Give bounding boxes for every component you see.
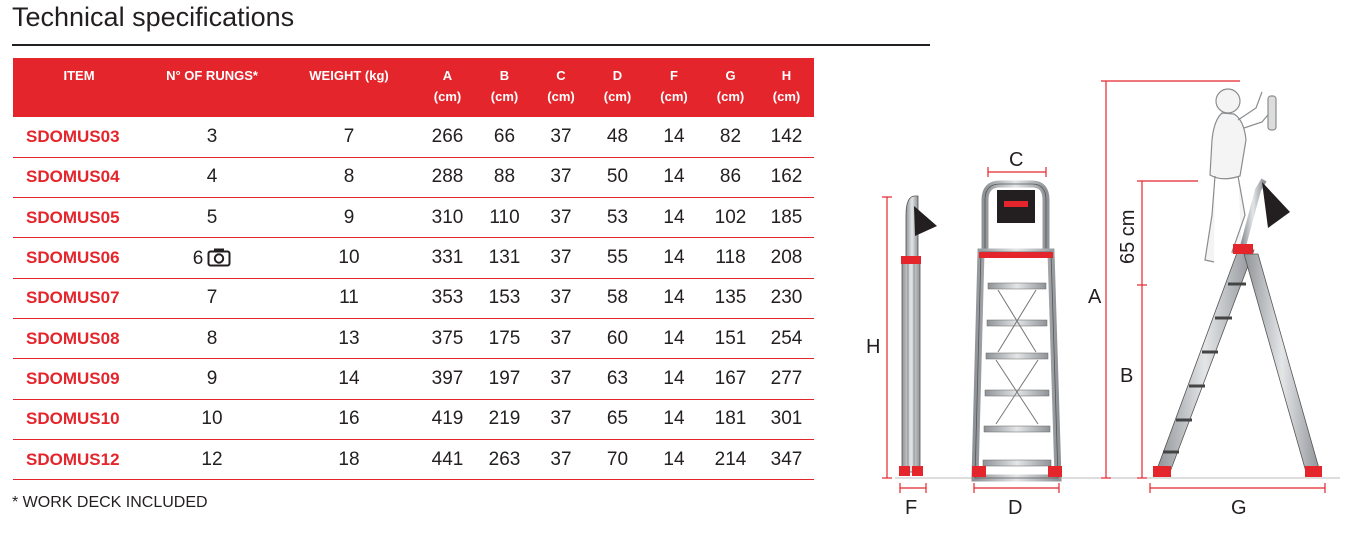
column-header-unit: (cm) bbox=[547, 89, 575, 104]
cell-b-value: 88 bbox=[493, 166, 516, 188]
table-row bbox=[13, 318, 814, 358]
cell-f-value: 14 bbox=[663, 448, 685, 470]
cell-a bbox=[419, 198, 476, 238]
cell-f bbox=[646, 318, 702, 358]
cell-b-value: 131 bbox=[488, 247, 521, 269]
cell-h bbox=[759, 238, 814, 278]
dim-label-h: H bbox=[866, 336, 881, 358]
cell-rungs bbox=[145, 318, 279, 358]
camera-icon[interactable] bbox=[207, 247, 231, 267]
cell-b-value: 66 bbox=[493, 125, 516, 147]
cell-c bbox=[533, 318, 589, 358]
cell-item bbox=[13, 278, 145, 318]
dim-label-d: D bbox=[1008, 497, 1023, 519]
cell-d bbox=[589, 359, 646, 399]
column-header-unit: (cm) bbox=[716, 89, 745, 104]
cell-rungs-value: 10 bbox=[201, 408, 223, 430]
cell-f-value: 14 bbox=[663, 367, 685, 389]
cell-g bbox=[702, 117, 759, 157]
cell-rungs-value: 7 bbox=[206, 287, 218, 309]
cell-item bbox=[13, 318, 145, 358]
cell-f-value: 14 bbox=[663, 408, 685, 430]
column-header bbox=[646, 58, 702, 117]
table-body bbox=[13, 117, 814, 480]
cell-g bbox=[702, 399, 759, 439]
cell-g bbox=[702, 318, 759, 358]
cell-item-value: SDOMUS03 bbox=[26, 126, 120, 146]
cell-h-value: 301 bbox=[770, 408, 803, 430]
cell-g-value: 118 bbox=[715, 247, 746, 269]
table-row bbox=[13, 439, 814, 479]
cell-item bbox=[13, 439, 145, 479]
cell-g bbox=[702, 278, 759, 318]
cell-a bbox=[419, 399, 476, 439]
cell-weight bbox=[279, 278, 419, 318]
cell-a bbox=[419, 238, 476, 278]
column-header-unit: (cm) bbox=[490, 89, 519, 104]
cell-f bbox=[646, 238, 702, 278]
table-header-row bbox=[13, 58, 814, 117]
side-view-closed bbox=[882, 196, 937, 493]
cell-b bbox=[476, 117, 533, 157]
cell-weight-value: 18 bbox=[338, 448, 360, 470]
cell-g bbox=[702, 238, 759, 278]
cell-g-value: 214 bbox=[714, 448, 747, 470]
cell-rungs bbox=[145, 157, 279, 197]
cell-a bbox=[419, 318, 476, 358]
cell-c-value: 37 bbox=[550, 247, 572, 269]
cell-f-value: 14 bbox=[663, 327, 685, 349]
cell-rungs-value: 9 bbox=[206, 367, 218, 389]
cell-c bbox=[533, 157, 589, 197]
cell-a-value: 375 bbox=[431, 327, 464, 349]
cell-item bbox=[13, 157, 145, 197]
dim-label-b: B bbox=[1120, 365, 1134, 387]
cell-d-value: 53 bbox=[606, 206, 629, 228]
column-header bbox=[589, 58, 646, 117]
column-header-unit: (cm) bbox=[433, 89, 462, 104]
footnote: * WORK DECK INCLUDED bbox=[12, 494, 208, 511]
column-header bbox=[476, 58, 533, 117]
spec-table bbox=[13, 58, 814, 480]
cell-b-value: 175 bbox=[488, 327, 521, 349]
column-header-label: ITEM bbox=[63, 68, 95, 83]
dim-label-c: C bbox=[1009, 149, 1024, 171]
ladder-diagram bbox=[850, 60, 1340, 525]
column-header-label: B bbox=[499, 68, 510, 83]
cell-item bbox=[13, 359, 145, 399]
column-header bbox=[759, 58, 814, 117]
cell-a bbox=[419, 278, 476, 318]
cell-g-value: 135 bbox=[714, 287, 747, 309]
side-view-open bbox=[1101, 81, 1325, 493]
cell-g bbox=[702, 439, 759, 479]
cell-b-value: 263 bbox=[488, 448, 521, 470]
cell-a-value: 353 bbox=[431, 287, 464, 309]
cell-d bbox=[589, 439, 646, 479]
cell-rungs-value: 3 bbox=[206, 125, 218, 147]
cell-d bbox=[589, 198, 646, 238]
cell-h-value: 162 bbox=[770, 166, 803, 188]
cell-weight bbox=[279, 359, 419, 399]
cell-item-value: SDOMUS04 bbox=[26, 167, 120, 187]
cell-b bbox=[476, 439, 533, 479]
table-row bbox=[13, 359, 814, 399]
column-header-label: H bbox=[781, 68, 792, 83]
cell-h bbox=[759, 318, 814, 358]
cell-f-value: 14 bbox=[663, 206, 685, 228]
cell-f-value: 14 bbox=[663, 247, 685, 269]
cell-c-value: 37 bbox=[550, 166, 572, 188]
table-row bbox=[13, 399, 814, 439]
cell-b bbox=[476, 157, 533, 197]
cell-item-value: SDOMUS10 bbox=[26, 409, 120, 429]
cell-rungs bbox=[145, 278, 279, 318]
table-row bbox=[13, 117, 814, 157]
cell-a bbox=[419, 157, 476, 197]
cell-g-value: 86 bbox=[719, 166, 742, 188]
cell-weight bbox=[279, 117, 419, 157]
person-illustration bbox=[1205, 89, 1276, 262]
cell-d-value: 60 bbox=[606, 327, 629, 349]
cell-weight-value: 13 bbox=[338, 327, 360, 349]
cell-f bbox=[646, 399, 702, 439]
table-row bbox=[13, 198, 814, 238]
cell-g-value: 151 bbox=[714, 327, 747, 349]
cell-h bbox=[759, 399, 814, 439]
cell-h-value: 208 bbox=[770, 247, 803, 269]
cell-d-value: 55 bbox=[606, 247, 629, 269]
cell-f bbox=[646, 157, 702, 197]
cell-f bbox=[646, 359, 702, 399]
cell-h-value: 347 bbox=[770, 448, 803, 470]
cell-c-value: 37 bbox=[550, 448, 572, 470]
cell-f bbox=[646, 117, 702, 157]
cell-c-value: 37 bbox=[550, 287, 572, 309]
cell-b bbox=[476, 238, 533, 278]
cell-item-value: SDOMUS09 bbox=[26, 368, 120, 388]
cell-b bbox=[476, 198, 533, 238]
cell-item-value: SDOMUS05 bbox=[26, 207, 120, 227]
column-header-label: D bbox=[612, 68, 623, 83]
cell-h bbox=[759, 278, 814, 318]
cell-d-value: 70 bbox=[606, 448, 629, 470]
cell-g-value: 167 bbox=[714, 367, 747, 389]
cell-c bbox=[533, 278, 589, 318]
cell-h bbox=[759, 117, 814, 157]
cell-f bbox=[646, 278, 702, 318]
cell-h bbox=[759, 439, 814, 479]
cell-item-value: SDOMUS12 bbox=[26, 449, 120, 469]
cell-h-value: 185 bbox=[770, 206, 803, 228]
cell-a bbox=[419, 117, 476, 157]
column-header bbox=[702, 58, 759, 117]
cell-a-value: 266 bbox=[431, 125, 464, 147]
title-divider bbox=[12, 44, 930, 46]
cell-f-value: 14 bbox=[663, 125, 685, 147]
cell-rungs bbox=[145, 439, 279, 479]
cell-weight-value: 10 bbox=[338, 247, 360, 269]
cell-d bbox=[589, 117, 646, 157]
cell-a-value: 331 bbox=[431, 247, 464, 269]
cell-a-value: 419 bbox=[431, 408, 464, 430]
column-header bbox=[13, 58, 145, 117]
cell-rungs-value: 8 bbox=[206, 327, 218, 349]
cell-a-value: 397 bbox=[431, 367, 464, 389]
column-header-label: F bbox=[670, 68, 678, 83]
cell-c bbox=[533, 439, 589, 479]
cell-g bbox=[702, 157, 759, 197]
column-header-label: N° OF RUNGS* bbox=[166, 68, 258, 83]
cell-h-value: 230 bbox=[770, 287, 803, 309]
cell-h-value: 254 bbox=[770, 327, 803, 349]
table-row bbox=[13, 278, 814, 318]
cell-g bbox=[702, 359, 759, 399]
cell-b bbox=[476, 399, 533, 439]
cell-c bbox=[533, 359, 589, 399]
cell-c-value: 37 bbox=[550, 327, 572, 349]
cell-rungs bbox=[145, 399, 279, 439]
cell-item bbox=[13, 198, 145, 238]
cell-item bbox=[13, 399, 145, 439]
dim-label-g: G bbox=[1231, 497, 1247, 519]
cell-a-value: 310 bbox=[431, 206, 464, 228]
cell-b-value: 110 bbox=[489, 206, 520, 228]
cell-g-value: 102 bbox=[714, 206, 747, 228]
cell-f-value: 14 bbox=[663, 166, 685, 188]
cell-h-value: 277 bbox=[770, 367, 803, 389]
table-row bbox=[13, 157, 814, 197]
cell-f bbox=[646, 439, 702, 479]
cell-b bbox=[476, 278, 533, 318]
cell-d bbox=[589, 157, 646, 197]
column-header-unit: (cm) bbox=[772, 89, 801, 104]
column-header bbox=[279, 58, 419, 117]
cell-item-value: SDOMUS07 bbox=[26, 288, 120, 308]
cell-a-value: 441 bbox=[431, 448, 464, 470]
page-title: Technical specifications bbox=[12, 2, 295, 32]
cell-d-value: 65 bbox=[606, 408, 629, 430]
cell-c-value: 37 bbox=[550, 125, 572, 147]
cell-f bbox=[646, 198, 702, 238]
cell-a bbox=[419, 439, 476, 479]
cell-c bbox=[533, 117, 589, 157]
cell-d-value: 63 bbox=[606, 367, 629, 389]
cell-weight bbox=[279, 157, 419, 197]
dim-label-f: F bbox=[905, 497, 918, 519]
cell-c-value: 37 bbox=[550, 206, 572, 228]
cell-a bbox=[419, 359, 476, 399]
column-header-label: G bbox=[725, 68, 736, 83]
cell-rungs bbox=[145, 359, 279, 399]
table-row bbox=[13, 238, 814, 278]
cell-weight-value: 9 bbox=[343, 206, 355, 228]
cell-rungs bbox=[145, 238, 279, 278]
column-header-label: A bbox=[442, 68, 453, 83]
cell-weight-value: 16 bbox=[338, 408, 360, 430]
cell-weight bbox=[279, 318, 419, 358]
cell-item bbox=[13, 238, 145, 278]
cell-c bbox=[533, 238, 589, 278]
cell-weight bbox=[279, 439, 419, 479]
column-header-unit: (cm) bbox=[603, 89, 632, 104]
cell-b-value: 197 bbox=[488, 367, 521, 389]
cell-weight bbox=[279, 238, 419, 278]
cell-weight-value: 14 bbox=[338, 367, 360, 389]
cell-b bbox=[476, 318, 533, 358]
cell-d-value: 50 bbox=[606, 166, 629, 188]
cell-g bbox=[702, 198, 759, 238]
front-view bbox=[972, 167, 1062, 493]
cell-item-value: SDOMUS06 bbox=[26, 248, 120, 268]
cell-d bbox=[589, 399, 646, 439]
column-header bbox=[533, 58, 589, 117]
cell-weight-value: 7 bbox=[343, 125, 355, 147]
cell-h bbox=[759, 157, 814, 197]
cell-d-value: 48 bbox=[606, 125, 629, 147]
cell-rungs-value: 12 bbox=[201, 448, 223, 470]
cell-rungs-value: 5 bbox=[206, 206, 218, 228]
cell-d bbox=[589, 238, 646, 278]
cell-c bbox=[533, 198, 589, 238]
cell-h bbox=[759, 198, 814, 238]
cell-c bbox=[533, 399, 589, 439]
cell-d bbox=[589, 278, 646, 318]
cell-rungs-value: 4 bbox=[206, 166, 218, 188]
column-header-label: WEIGHT (kg) bbox=[309, 68, 389, 83]
cell-weight-value: 11 bbox=[339, 287, 359, 309]
column-header bbox=[419, 58, 476, 117]
cell-a-value: 288 bbox=[431, 166, 464, 188]
cell-item-value: SDOMUS08 bbox=[26, 328, 120, 348]
column-header-label: C bbox=[556, 68, 566, 83]
cell-weight bbox=[279, 399, 419, 439]
cell-b bbox=[476, 359, 533, 399]
cell-weight bbox=[279, 198, 419, 238]
cell-d bbox=[589, 318, 646, 358]
cell-rungs-value: 6 bbox=[192, 247, 204, 269]
cell-rungs bbox=[145, 117, 279, 157]
cell-h bbox=[759, 359, 814, 399]
column-header-unit: (cm) bbox=[660, 89, 688, 104]
cell-c-value: 37 bbox=[550, 408, 572, 430]
cell-rungs bbox=[145, 198, 279, 238]
cell-d-value: 58 bbox=[606, 287, 629, 309]
cell-b-value: 153 bbox=[488, 287, 521, 309]
cell-item bbox=[13, 117, 145, 157]
cell-f-value: 14 bbox=[663, 287, 685, 309]
column-header bbox=[145, 58, 279, 117]
cell-g-value: 181 bbox=[714, 408, 747, 430]
dim-label-a: A bbox=[1088, 286, 1102, 308]
cell-c-value: 37 bbox=[550, 367, 572, 389]
cell-b-value: 219 bbox=[488, 408, 521, 430]
cell-h-value: 142 bbox=[770, 125, 803, 147]
cell-g-value: 82 bbox=[719, 125, 742, 147]
cell-weight-value: 8 bbox=[343, 166, 355, 188]
dim-label-reach: 65 cm bbox=[1117, 209, 1139, 264]
